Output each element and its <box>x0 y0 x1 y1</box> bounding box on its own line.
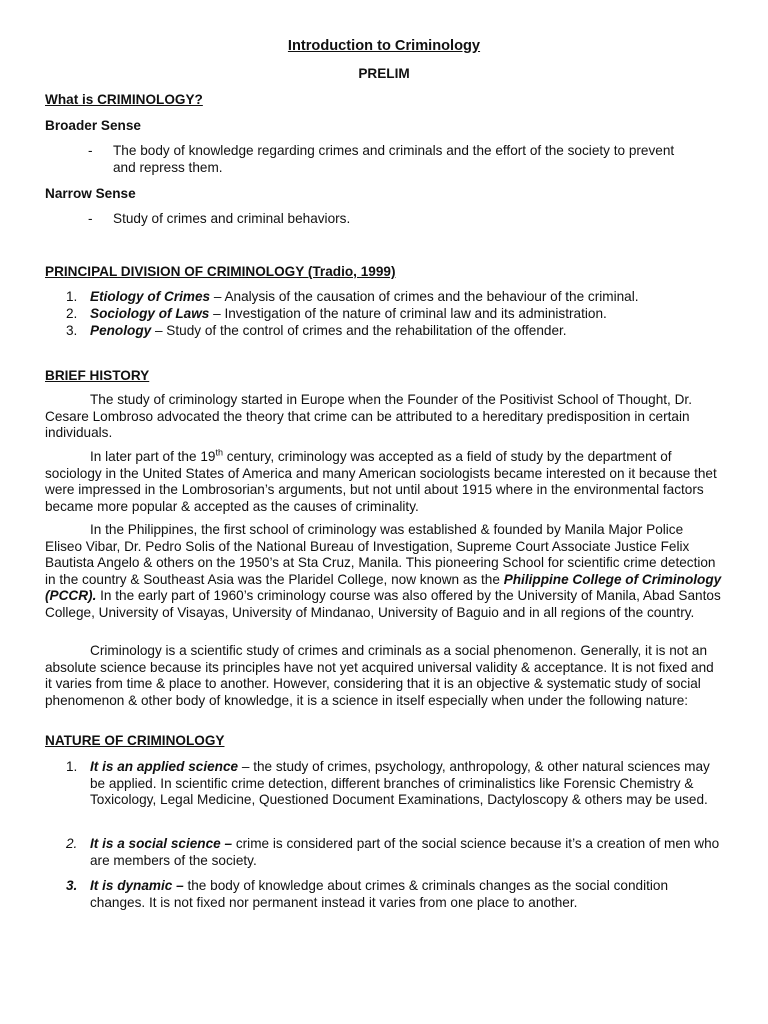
nature-description: crime is considered part of the social science because it’s a creation of men who are members of the society. <box>90 836 720 868</box>
paragraph-text: In the early part of 1960’s criminology course was also offered by the University of Manila, Abad Santos College, University of Visayas, University of Mindanao, University of Baguio and in all regions of the country. <box>45 588 721 620</box>
division-description: – Investigation of the nature of criminal law and its administration. <box>209 306 607 321</box>
document-title: Introduction to Criminology <box>287 38 481 54</box>
division-description: – Analysis of the causation of crimes and the behaviour of the criminal. <box>210 289 639 304</box>
dash-marker: - <box>88 211 93 226</box>
list-number: 1. <box>66 759 78 774</box>
broader-sense-text: The body of knowledge regarding crimes and criminals and the effort of the society to prevent and repress them. <box>113 143 675 175</box>
paragraph-text: Criminology is a scientific study of crimes and criminals as a social phenomenon. Generally, it is not an absolute science because its principles have not yet acquired universal validity & acceptance. It is not fixed and it varies from time & place to another. However, considering that it is an objective & systematic study of social phenomenon & other body of knowledge, it is a science in itself especially when under the following nature: <box>45 643 714 708</box>
division-description: – Study of the control of crimes and the rehabilitation of the offender. <box>151 323 567 338</box>
paragraph-text: In the Philippines, the first school of criminology was established & founded by Manila Major Police Eliseo Vibar, Dr. Pedro Solis of the National Bureau of Investigation, Supreme Court Associate Justice Felix Bautista Angelo & others on the 1950’s at Sta Cruz, Manila. This pioneering School for scientific crime detection in the country & Southeast Asia was the Plaridel College, now known as the <box>45 522 716 587</box>
list-item <box>66 323 736 340</box>
history-paragraph-1 <box>45 392 723 442</box>
paragraph-text: In later part of the 19 <box>90 449 216 464</box>
paragraph-text: century, criminology was accepted as a field of study by the department of sociology in the United States of America and many American sociologists became interested on it because thet were impressed in the Lombrosorian’s arguments, but not until about 1915 where in the environmental factors became more popular & accepted as the causes of criminality. <box>45 449 717 514</box>
history-paragraph-4 <box>45 643 723 709</box>
list-number: 3. <box>66 323 78 338</box>
list-number: 1. <box>66 289 78 304</box>
division-term: Penology <box>90 323 152 338</box>
list-number: 2. <box>66 836 78 851</box>
history-paragraph-2 <box>45 449 723 515</box>
pccr-name: Philippine College of Criminology (PCCR). <box>45 571 722 604</box>
superscript: th <box>215 447 223 458</box>
history-heading: BRIEF HISTORY <box>45 368 150 383</box>
dash-marker: - <box>88 143 93 158</box>
history-paragraph-3 <box>45 522 723 622</box>
division-heading: PRINCIPAL DIVISION OF CRIMINOLOGY (Tradio, 1999) <box>45 264 396 279</box>
nature-term: It is an applied science <box>90 759 239 774</box>
nature-term: It is a social science – <box>90 836 233 851</box>
paragraph-text: The study of criminology started in Europe when the Founder of the Positivist School of Thought, Dr. Cesare Lombroso advocated the theory that crime can be attributed to a hereditary predisposition in certain individuals. <box>45 392 692 441</box>
division-term: Sociology of Laws <box>90 306 210 321</box>
list-item <box>66 289 736 306</box>
list-number: 3. <box>66 878 78 893</box>
nature-description: – the study of crimes, psychology, anthropology, & other natural sciences may be applied. In scientific crime detection, different branches of criminalistics like Forensic Chemistry & Toxicology, Legal Medicine, Questioned Document Examinations, Dactyloscopy & others may be used. <box>90 759 710 808</box>
broader-sense-heading: Broader Sense <box>45 118 141 133</box>
what-is-heading: What is CRIMINOLOGY? <box>45 92 203 107</box>
nature-description: the body of knowledge about crimes & criminals changes as the social condition changes. It is not fixed nor permanent instead it varies from one place to another. <box>90 878 669 910</box>
document-subtitle: PRELIM <box>358 66 410 81</box>
narrow-sense-heading: Narrow Sense <box>45 186 136 201</box>
list-number: 2. <box>66 306 78 321</box>
list-item <box>66 306 736 323</box>
division-list <box>66 289 736 340</box>
nature-term: It is dynamic – <box>90 878 184 893</box>
nature-heading: NATURE OF CRIMINOLOGY <box>45 733 225 748</box>
division-term: Etiology of Crimes <box>90 289 211 304</box>
narrow-sense-text: Study of crimes and criminal behaviors. <box>113 211 351 226</box>
